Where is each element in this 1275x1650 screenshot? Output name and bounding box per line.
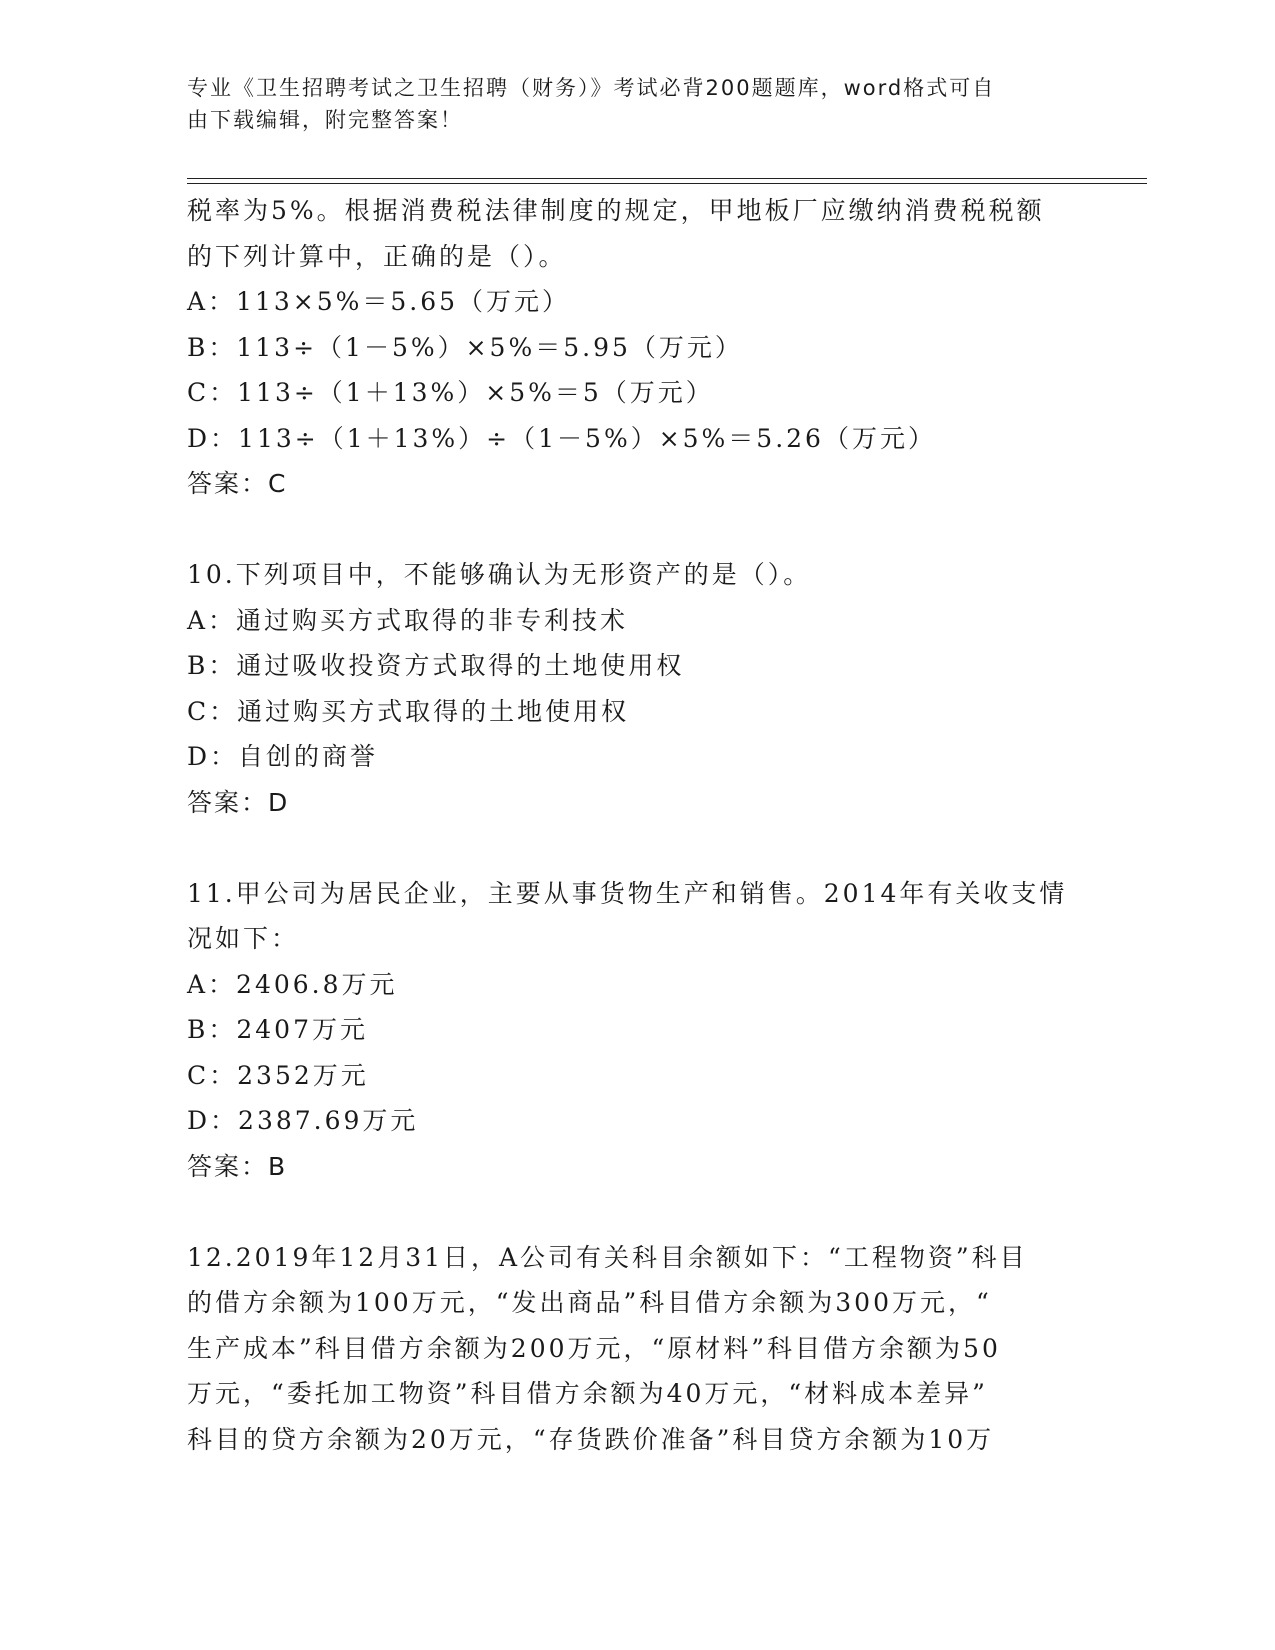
spacer <box>187 507 1087 553</box>
spacer <box>187 825 1087 871</box>
option-b: B：通过吸收投资方式取得的土地使用权 <box>187 651 685 680</box>
question-stem-line: 的下列计算中，正确的是（）。 <box>187 241 567 271</box>
question-stem-line: 税率为5%。根据消费税法律制度的规定，甲地板厂应缴纳消费税税额 <box>187 196 1045 225</box>
question-stem-line: 11.甲公司为居民企业，主要从事货物生产和销售。2014年有关收支情 <box>187 878 1068 908</box>
answer-line: 答案：B <box>187 1151 288 1181</box>
question-stem-line: 况如下： <box>187 924 300 953</box>
option-d: D：113÷（1＋13%）÷（1－5%）×5%＝5.26（万元） <box>187 423 936 453</box>
option-b: B：2407万元 <box>187 1015 368 1044</box>
option-a: A：2406.8万元 <box>187 969 398 999</box>
header-line-1: 专业《卫生招聘考试之卫生招聘（财务）》考试必背200题题库，word格式可自 <box>187 76 996 100</box>
question-9 <box>187 188 1087 507</box>
question-stem-line: 的借方余额为100万元，“发出商品”科目借方余额为300万元，“ <box>187 1288 992 1317</box>
header-divider-top <box>187 178 1147 179</box>
question-stem-line: 万元，“委托加工物资”科目借方余额为40万元，“材料成本差异” <box>187 1379 988 1408</box>
option-d: D：自创的商誉 <box>187 742 379 771</box>
option-a: A：113×5%＝5.65（万元） <box>187 287 571 316</box>
option-c: C：2352万元 <box>187 1060 369 1090</box>
option-b: B：113÷（1－5%）×5%＝5.95（万元） <box>187 332 743 362</box>
question-stem-line: 生产成本”科目借方余额为200万元，“原材料”科目借方余额为50 <box>187 1333 1001 1363</box>
spacer <box>187 1189 1087 1235</box>
option-a: A：通过购买方式取得的非专利技术 <box>187 605 629 635</box>
header-divider-bottom <box>187 183 1147 184</box>
option-c: C：通过购买方式取得的土地使用权 <box>187 696 630 726</box>
question-11 <box>187 871 1087 1190</box>
option-c: C：113÷（1＋13%）×5%＝5（万元） <box>187 378 714 407</box>
question-12 <box>187 1235 1087 1463</box>
question-stem-line: 10.下列项目中，不能够确认为无形资产的是（）。 <box>187 560 812 589</box>
option-d: D：2387.69万元 <box>187 1106 419 1135</box>
answer-line: 答案：D <box>187 787 290 817</box>
document-header <box>187 72 1067 136</box>
question-stem-line: 12.2019年12月31日，A公司有关科目余额如下：“工程物资”科目 <box>187 1242 1028 1272</box>
header-line-2: 由下载编辑，附完整答案！ <box>187 108 463 132</box>
question-stem-line: 科目的贷方余额为20万元，“存货跌价准备”科目贷方余额为10万 <box>187 1424 995 1454</box>
answer-line: 答案：C <box>187 469 288 498</box>
question-10 <box>187 552 1087 825</box>
question-list <box>187 188 1087 1462</box>
